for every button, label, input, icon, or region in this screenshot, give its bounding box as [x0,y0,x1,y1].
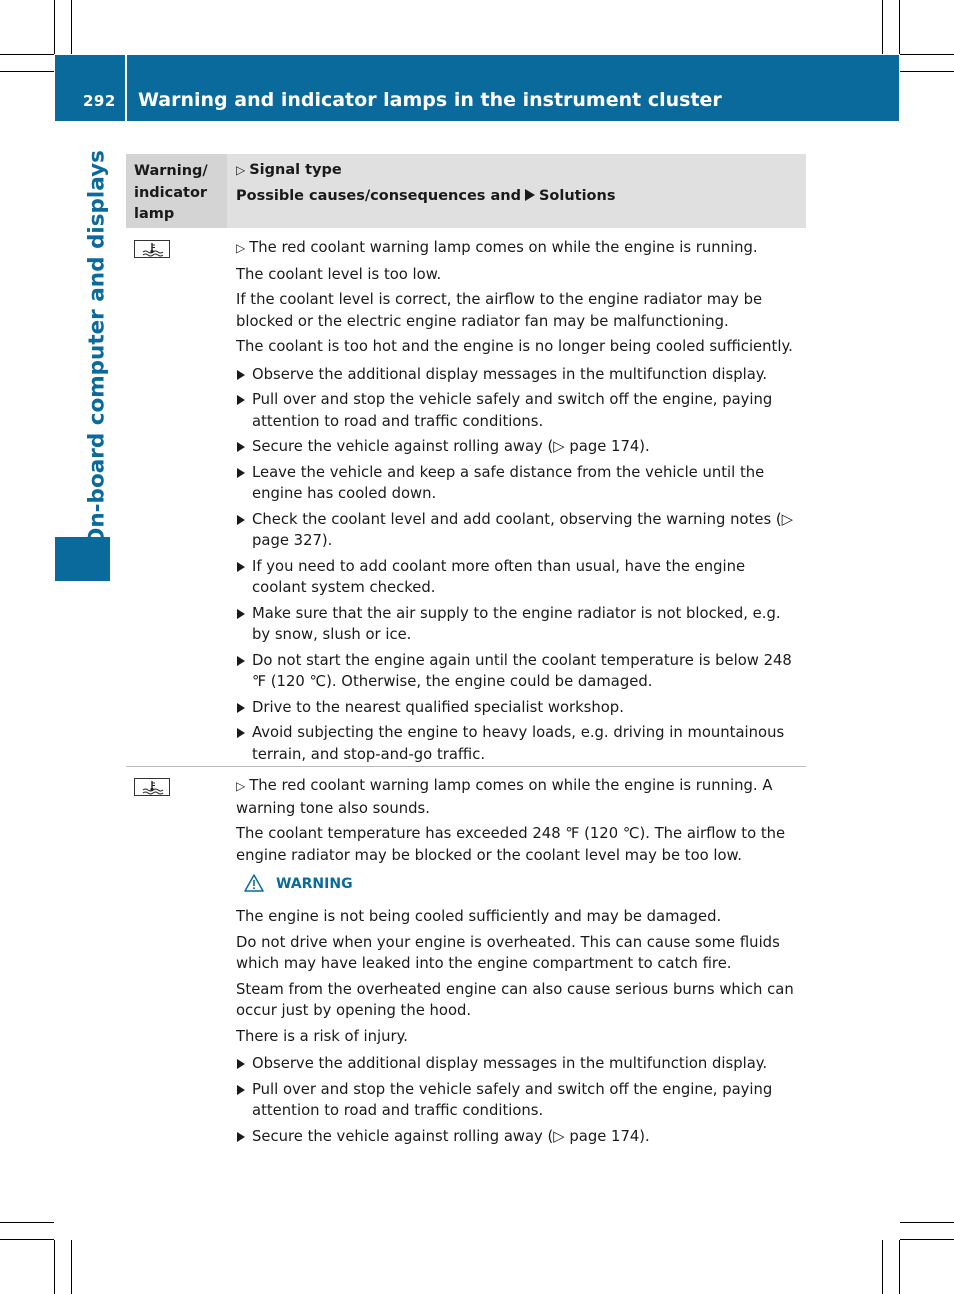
table-row [126,228,806,768]
solution-text: Make sure that the air supply to the engine radiator is not blocked, e.g. by snow, slush or ice. [252,604,781,643]
crop-mark [71,0,72,54]
solution-step [236,1079,800,1122]
solution-step [236,603,800,646]
warning-text: Steam from the overheated engine can also cause serious burns which can occur just by opening the hood. [236,980,794,1019]
solution-arrow-icon [237,656,245,666]
signal-type-text [236,775,800,819]
solution-text: If you need to add coolant more often than usual, have the engine coolant system checked. [252,557,746,596]
cause-text: If the coolant level is correct, the airflow to the engine radiator may be blocked or the electric engine radiator fan may be malfunctioning. [236,291,763,330]
solution-step [236,650,800,693]
row-content [236,237,800,769]
solution-step [236,697,800,719]
crop-mark [0,71,54,72]
solution-step [236,364,800,386]
solution-arrow-icon [237,1059,245,1069]
solution-arrow-icon [237,395,245,405]
header-causes-solutions [236,188,615,204]
crop-mark [882,0,883,54]
signal-type-text [236,237,800,260]
solution-arrow-icon [237,562,245,572]
warning-text: The engine is not being cooled sufficiently and may be damaged. [236,908,722,925]
warning-box [236,872,800,900]
crop-mark [900,1222,954,1223]
crop-mark [54,1240,55,1294]
solution-step [236,1126,800,1148]
header-signal-type-label: Signal type [249,162,342,178]
page-title: Warning and indicator lamps in the instrument cluster [138,89,722,111]
solution-text: Check the coolant level and add coolant, observing the warning notes (▷ page 327). [252,510,794,549]
solution-text: Observe the additional display messages in the multifunction display. [252,365,768,383]
cause-text: The coolant is too hot and the engine is no longer being cooled sufficiently. [236,338,793,355]
crop-mark [899,0,900,54]
warning-triangle-icon [244,874,264,892]
crop-mark [54,0,55,54]
crop-mark [899,1240,900,1294]
crop-mark [0,54,54,55]
solution-step [236,509,800,552]
solution-arrow-icon [237,468,245,478]
solution-step [236,462,800,505]
solution-arrow-icon [237,1085,245,1095]
solution-arrow-icon [237,370,245,380]
solution-arrow-icon [525,189,535,201]
header-divider [125,55,127,121]
row-divider [126,766,806,767]
solution-text: Secure the vehicle against rolling away (▷ page 174). [252,1127,650,1145]
header-solutions-label: Solutions [538,188,616,204]
solution-text: Secure the vehicle against rolling away (▷ page 174). [252,438,650,455]
solution-step [236,556,800,599]
cause-text: The coolant level is too low. [236,265,442,283]
page-header [55,55,899,121]
signal-text: The red coolant warning lamp comes on while the engine is running. [249,239,758,256]
crop-mark [0,1239,54,1240]
header-lamp-column [126,154,227,228]
header-causes-label: Possible causes/consequences and [236,188,521,204]
header-signal-type [236,162,342,178]
chapter-tab-label: On-board computer and displays [84,150,110,546]
cause-text: The coolant temperature has exceeded 248 ℉ (120 ℃). The airflow to the engine radiator may be blocked or the coolant level may be too low. [236,825,786,864]
crop-mark [0,1222,54,1223]
solution-text: Pull over and stop the vehicle safely and switch off the engine, paying attention to road and traffic conditions. [252,391,773,430]
crop-mark [900,71,954,72]
warning-text: Do not drive when your engine is overheated. This can cause some fluids which may have leaked into the engine compartment to catch fire. [236,933,780,972]
solution-step [236,436,800,458]
warning-text: There is a risk of injury. [236,1027,408,1045]
warning-lamp-table [126,154,806,1168]
header-lamp-label: Warning/ indicator lamp [134,163,208,222]
solution-arrow-icon [237,703,245,713]
table-header [126,154,806,228]
solution-text: Leave the vehicle and keep a safe distance from the vehicle until the engine has cooled down. [252,463,765,502]
table-row [126,768,806,1168]
solution-text: Pull over and stop the vehicle safely and switch off the engine, paying attention to road and traffic conditions. [252,1080,773,1119]
solution-arrow-icon [237,728,245,738]
solution-text: Observe the additional display messages in the multifunction display. [252,1055,768,1072]
solution-arrow-icon [237,515,245,525]
row-content [236,775,800,1151]
warning-label: WARNING [276,876,353,892]
solution-text: Do not start the engine again until the coolant temperature is below 248 ℉ (120 ℃). Otherwise, the engine could be damaged. [252,651,792,690]
solution-arrow-icon [237,609,245,619]
solution-arrow-icon [237,442,245,452]
coolant-temperature-icon [134,240,170,258]
solution-step [236,1053,800,1075]
signal-text: The red coolant warning lamp comes on while the engine is running. A warning tone also sounds. [236,777,773,817]
solution-text: Drive to the nearest qualified specialist workshop. [252,698,624,716]
solution-step [236,389,800,432]
solution-arrow-icon [237,1132,245,1142]
signal-triangle-icon: ▷ [236,779,246,793]
crop-mark [882,1240,883,1294]
crop-mark [71,1240,72,1294]
coolant-temperature-icon [134,778,170,796]
signal-triangle-icon: ▷ [236,163,246,177]
solution-step [236,722,800,765]
page-number: 292 [83,92,116,110]
crop-mark [900,54,954,55]
crop-mark [900,1239,954,1240]
solution-text: Avoid subjecting the engine to heavy loads, e.g. driving in mountainous terrain, and stop-and-go traffic. [252,724,785,763]
signal-triangle-icon: ▷ [236,241,246,255]
